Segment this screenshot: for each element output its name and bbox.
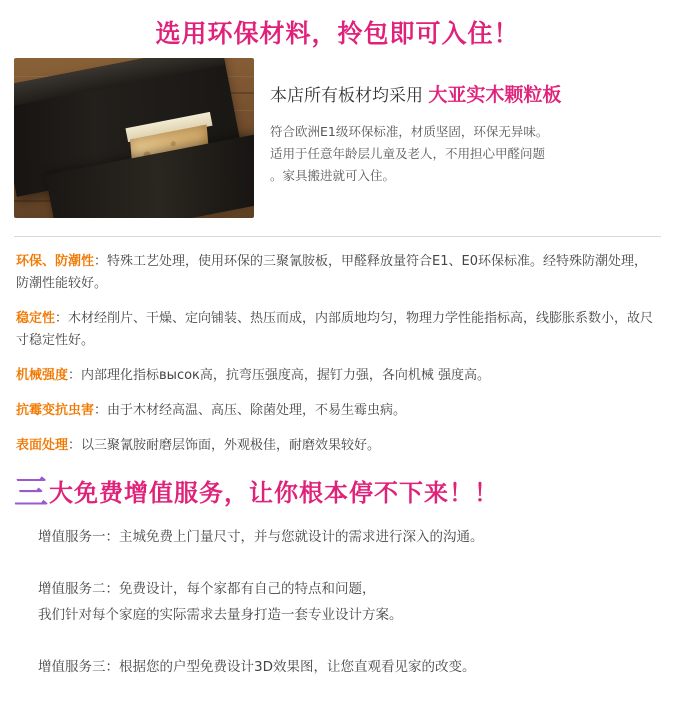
- service-item: [38, 524, 659, 550]
- feature-item: [16, 435, 659, 457]
- service-item: [38, 654, 659, 680]
- hero-section: [0, 58, 675, 218]
- hero-desc-line: 。家具搬进就可入住。: [270, 168, 396, 183]
- feature-text: ：由于木材经高温、高压、除菌处理，不易生霉虫病。: [94, 403, 407, 418]
- services-list: [0, 514, 675, 680]
- feature-label: 环保、防潮性: [16, 254, 95, 269]
- hero-desc-line: 适用于任意年龄层儿童及老人，不用担心甲醛问题: [270, 146, 546, 161]
- services-headline-text: 大免费增值服务，让你根本停不下来！！: [49, 479, 499, 507]
- feature-text: ：内部理化指标высок高，抗弯压强度高，握钉力强，各向机械 强度高。: [68, 368, 491, 383]
- service-line: 增值服务一：主城免费上门量尺寸，并与您就设计的需求进行深入的沟通。: [38, 529, 484, 545]
- feature-label: 表面处理: [16, 438, 69, 453]
- feature-label: 机械强度: [16, 368, 69, 383]
- board-photo: [14, 58, 254, 218]
- feature-label: 稳定性: [16, 311, 56, 326]
- feature-text: ：特殊工艺处理，使用环保的三聚氰胺板，甲醛释放量符合E1、E0环保标准。经特殊防潮处理，防潮性能较好。: [16, 254, 647, 291]
- feature-item: [16, 400, 659, 422]
- service-line: 我们针对每个家庭的实际需求去量身打造一套专业设计方案。: [38, 607, 403, 623]
- hero-title-prefix: 本店所有板材均采用: [270, 86, 423, 106]
- hero-desc-line: 符合欧洲E1级环保标准，材质坚固，环保无异味。: [270, 124, 549, 139]
- service-item: [38, 576, 659, 628]
- feature-item: [16, 251, 659, 295]
- hero-text: [254, 58, 663, 187]
- services-headline-numeral: 三: [14, 473, 49, 513]
- services-headline: [14, 473, 675, 513]
- hero-description: [270, 121, 663, 187]
- feature-text: ：木材经削片、干燥、定向铺装、热压而成，内部质地均匀，物理力学性能指标高，线膨胀系数小，故尺寸稳定性好。: [16, 311, 654, 348]
- page-title: 选用环保材料，拎包即可入住！: [155, 19, 520, 48]
- service-line: 增值服务二：免费设计，每个家都有自己的特点和问题，: [38, 581, 376, 597]
- feature-item: [16, 308, 659, 352]
- feature-text: ：以三聚氰胺耐磨层饰面，外观极佳，耐磨效果较好。: [68, 438, 381, 453]
- hero-title: [270, 80, 663, 107]
- feature-list: [0, 237, 675, 457]
- feature-label: 抗霉变抗虫害: [16, 403, 95, 418]
- feature-item: [16, 365, 659, 387]
- hero-title-brand: 大亚实木颗粒板: [428, 84, 562, 106]
- service-line: 增值服务三：根据您的户型免费设计3D效果图，让您直观看见家的改变。: [38, 659, 476, 675]
